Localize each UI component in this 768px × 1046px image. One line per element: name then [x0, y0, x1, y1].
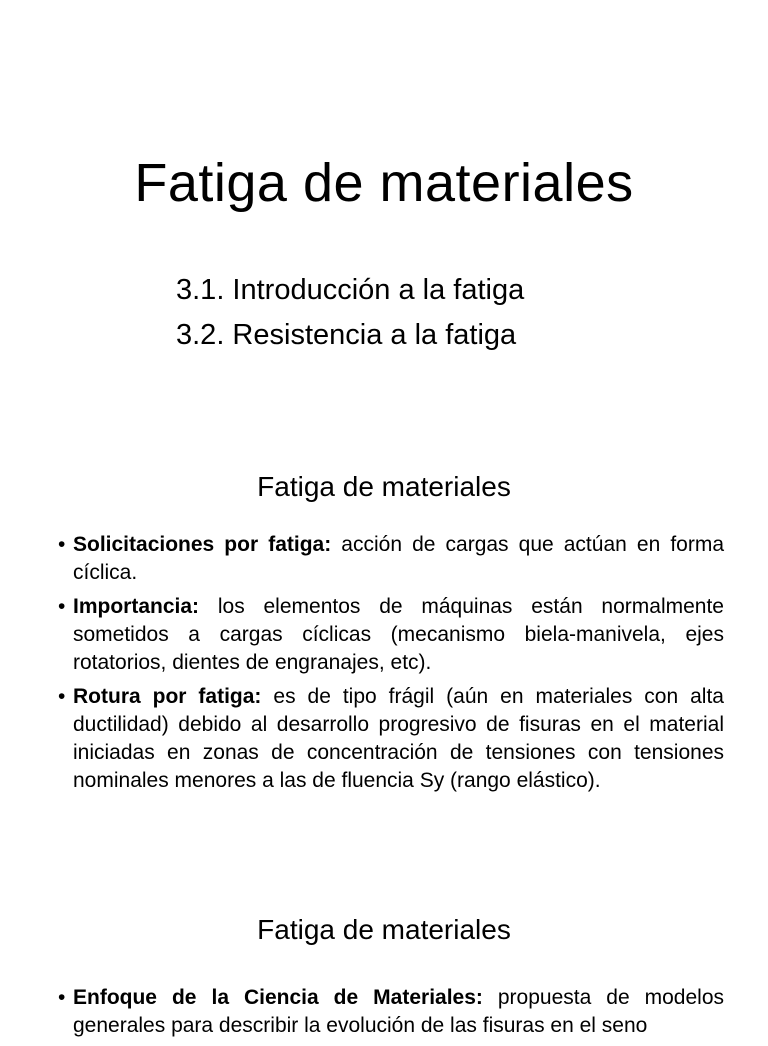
subtitle-item: 3.1. Introducción a la fatiga: [176, 274, 525, 306]
bullet-item: [58, 984, 724, 1040]
slide-2-bullets: [58, 531, 724, 801]
subtitle-item: 3.2. Resistencia a la fatiga: [176, 319, 517, 351]
slide-3-title: Fatiga de materiales: [257, 914, 511, 945]
bullet-text: es de tipo frágil (aún en materiales con alta ductilidad) debido al desarrollo progresivo de fisuras en el material iniciadas en zonas de concentración de tensiones con tensiones nominales menores a las de fluencia Sy (rango elástico).: [73, 685, 724, 792]
bullet-dot: •: [58, 986, 66, 1009]
bullet-text: acción de cargas que actúan en forma cíclica.: [73, 533, 725, 584]
bullet-term: Rotura por fatiga:: [73, 685, 262, 708]
slide-1-title: Fatiga de materiales: [134, 153, 634, 213]
bullet-term: Enfoque de la Ciencia de Materiales:: [73, 986, 483, 1009]
bullet-item: [58, 531, 724, 587]
bullet-term: Solicitaciones por fatiga:: [73, 533, 332, 556]
slide-3-bullets: [58, 984, 724, 1046]
bullet-item: [58, 683, 724, 795]
bullet-dot: •: [58, 685, 66, 708]
bullet-term: Importancia:: [73, 595, 200, 618]
bullet-text: propuesta de modelos generales para describir la evolución de las fisuras en el seno: [73, 986, 724, 1037]
slide-2-title: Fatiga de materiales: [257, 471, 511, 502]
bullet-item: [58, 593, 724, 677]
slide-1-subtitles: [176, 268, 524, 358]
bullet-dot: •: [58, 533, 66, 556]
bullet-text: los elementos de máquinas están normalmente sometidos a cargas cíclicas (mecanismo biela-manivela, ejes rotatorios, dientes de engranajes, etc).: [73, 595, 724, 674]
bullet-dot: •: [58, 595, 66, 618]
